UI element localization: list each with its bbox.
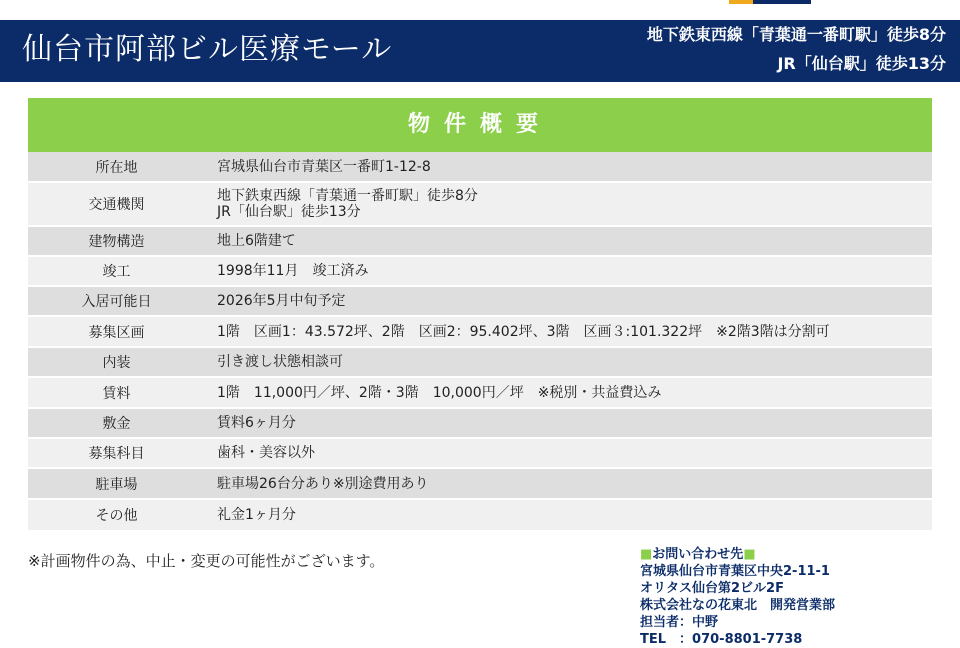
row-value-line: 地下鉄東西線「青葉通一番町駅」徒歩8分: [217, 188, 478, 204]
row-label: 募集区画: [28, 316, 205, 347]
row-value-line: 歯科・美容以外: [217, 445, 315, 461]
contact-tel: TEL ：070-8801-7738: [640, 632, 803, 647]
property-spec-table: [28, 152, 932, 532]
top-strip: [0, 0, 960, 20]
table-row: [28, 316, 932, 347]
row-value-line: 地上6階建て: [217, 233, 296, 249]
page-title: 仙台市阿部ビル医療モール: [22, 32, 393, 67]
contact-company: 株式会社なの花東北 開発営業部: [640, 598, 836, 613]
table-row: [28, 377, 932, 408]
square-bullet-icon: ■: [640, 547, 653, 562]
row-label: その他: [28, 499, 205, 531]
row-value-line: 賃料6ヶ月分: [217, 415, 296, 431]
row-value: [205, 286, 932, 316]
row-value-line: 1998年11月 竣工済み: [217, 263, 369, 279]
table-row: [28, 499, 932, 531]
row-value: [205, 316, 932, 347]
row-value: [205, 182, 932, 226]
row-label: 入居可能日: [28, 286, 205, 316]
row-value: [205, 377, 932, 408]
square-bullet-icon: ■: [743, 547, 756, 562]
table-row: [28, 468, 932, 499]
table-row: [28, 408, 932, 438]
row-value: [205, 152, 932, 182]
table-row: [28, 256, 932, 286]
row-value: [205, 468, 932, 499]
contact-person: 担当者：中野: [640, 615, 719, 630]
contact-heading: お問い合わせ先: [652, 547, 744, 562]
row-value: [205, 499, 932, 531]
row-label: 敷金: [28, 408, 205, 438]
row-label: 交通機関: [28, 182, 205, 226]
row-label: 所在地: [28, 152, 205, 182]
contact-address: 宮城県仙台市青葉区中央2-11-1: [640, 564, 830, 579]
access-line-jr: JR「仙台駅」徒歩13分: [777, 54, 946, 73]
row-value: [205, 256, 932, 286]
row-value-line: 2026年5月中旬予定: [217, 293, 346, 309]
contact-building: オリタス仙台第2ビル2F: [640, 581, 784, 596]
row-label: 賃料: [28, 377, 205, 408]
table-row: [28, 182, 932, 226]
row-value-line: 礼金1ヶ月分: [217, 507, 296, 523]
row-label: 竣工: [28, 256, 205, 286]
panel-heading: 物件概要: [28, 98, 932, 152]
row-value-line: 引き渡し状態相談可: [217, 354, 343, 370]
row-value: [205, 408, 932, 438]
access-line-subway: 地下鉄東西線「青葉通一番町駅」徒歩8分: [646, 25, 946, 44]
row-value: [205, 438, 932, 468]
disclaimer-note: ※計画物件の為、中止・変更の可能性がございます。: [28, 552, 385, 570]
row-value-line: 駐車場26台分あり※別途費用あり: [217, 475, 429, 492]
row-value-line: JR「仙台駅」徒歩13分: [217, 204, 361, 220]
row-label: 駐車場: [28, 468, 205, 499]
top-accent-orange: [729, 0, 753, 4]
header-access-info: [526, 20, 946, 78]
table-row: [28, 438, 932, 468]
top-accent-navy: [753, 0, 811, 4]
row-value-line: 1階 区画1：43.572坪、2階 区画2：95.402坪、3階 区画３:101.322坪 ※2階3階は分割可: [217, 323, 830, 340]
row-value: [205, 347, 932, 377]
row-label: 内装: [28, 347, 205, 377]
table-row: [28, 226, 932, 256]
table-row: [28, 286, 932, 316]
table-row: [28, 152, 932, 182]
contact-heading-row: [640, 546, 950, 563]
row-value-line: 宮城県仙台市青葉区一番町1-12-8: [217, 158, 431, 175]
header-banner: [0, 20, 960, 82]
row-label: 建物構造: [28, 226, 205, 256]
property-overview-panel: [28, 98, 932, 532]
row-value-line: 1階 11,000円／坪、2階・3階 10,000円／坪 ※税別・共益費込み: [217, 384, 662, 401]
contact-block: [640, 546, 950, 648]
row-label: 募集科目: [28, 438, 205, 468]
table-row: [28, 347, 932, 377]
row-value: [205, 226, 932, 256]
